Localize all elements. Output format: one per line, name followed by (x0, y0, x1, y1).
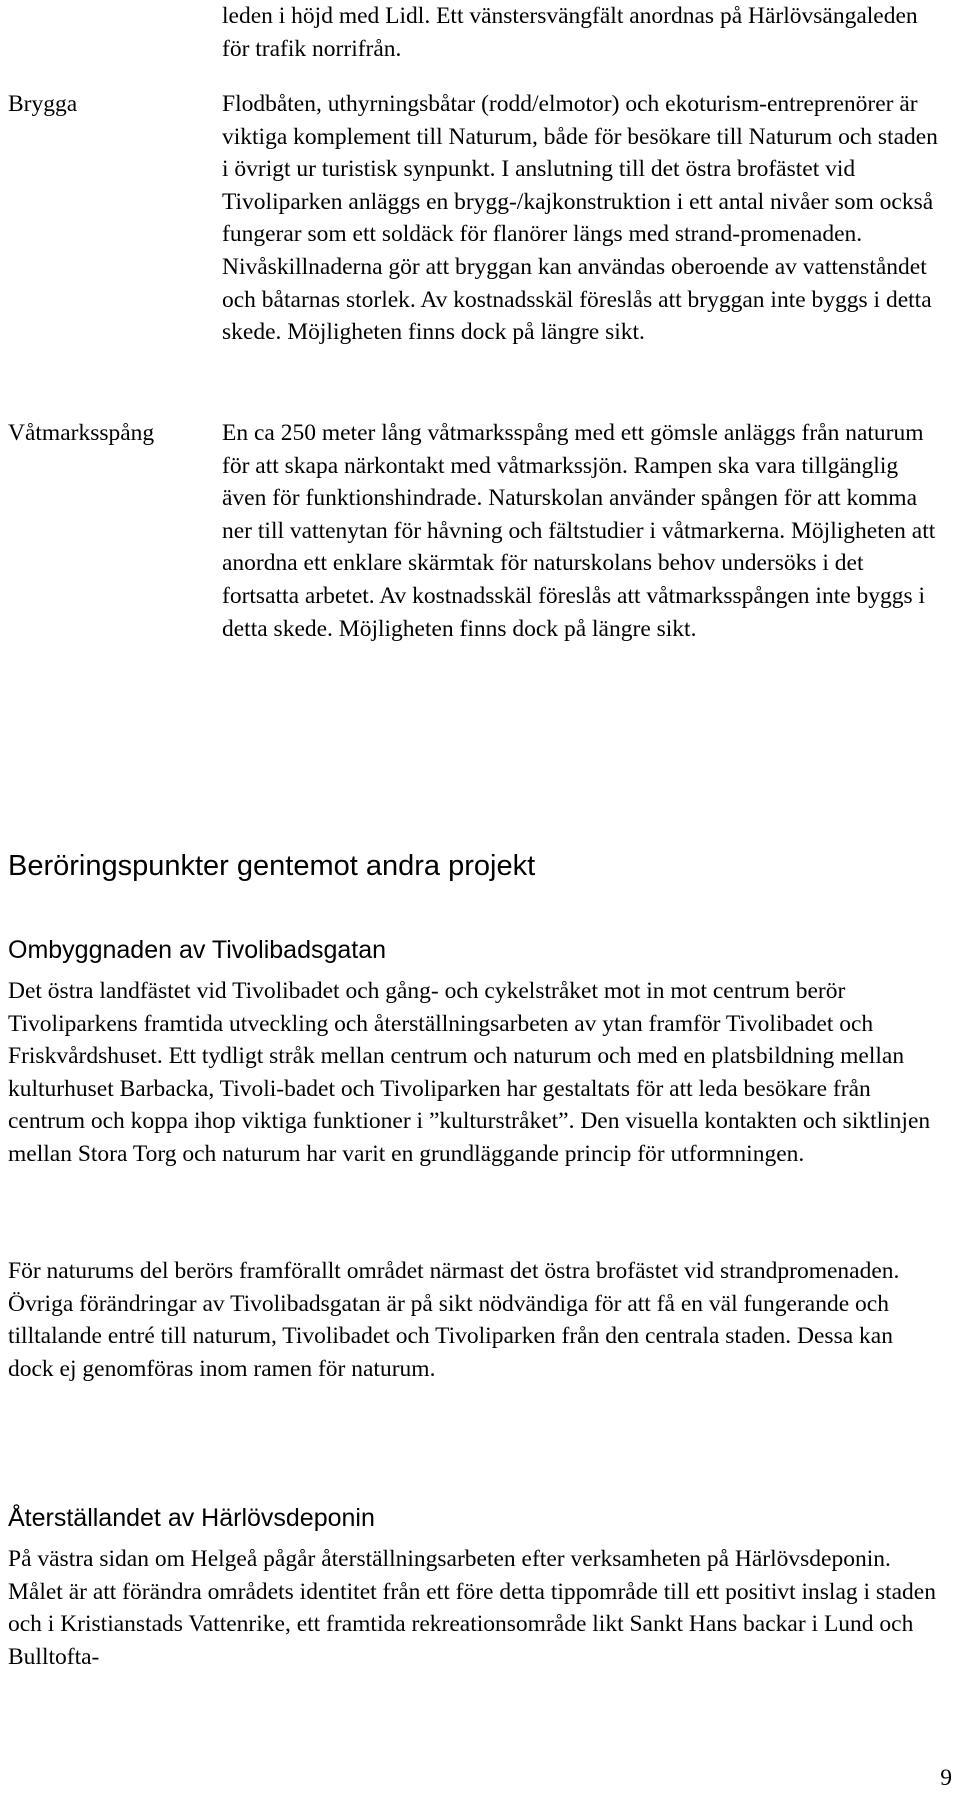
section-heading: Beröringspunkter gentemot andra projekt (8, 850, 536, 882)
subsection-heading-tivolibadsgatan: Ombyggnaden av Tivolibadsgatan (8, 936, 387, 964)
definition-text: Flodbåten, uthyrningsbåtar (rodd/elmotor) och ekoturism-entreprenörer är viktiga komplement till Naturum, både för besökare till Naturum och staden i övrigt ur turistisk synpunkt. I anslutning till det östra brofästet vid Tivoliparken anläggs en brygg-/kajkonstruktion i ett antal nivåer som också fungerar som ett soldäck för flanörer längs med strand-promenaden. Nivåskillnaderna gör att bryggan kan användas oberoende av vattenståndet och båtarnas storlek. Av kostnadsskäl föreslås att bryggan inte byggs i detta skede. Möjligheten finns dock på längre sikt. (222, 91, 938, 346)
continuation-text: leden i höjd med Lidl. Ett vänstersvängfält anordnas på Härlövsängaleden för trafik norrifrån. (222, 3, 918, 62)
definition-term: Våtmarksspång (8, 420, 155, 446)
definition-term: Brygga (8, 91, 78, 117)
paragraph: Det östra landfästet vid Tivolibadet och gång- och cykelstråket mot in mot centrum berör Tivoliparkens framtida utveckling och återställningsarbeten av ytan framför Tivolibadet och Friskvårdshuset. Ett tydligt stråk mellan centrum och naturum och med en platsbildning mellan kulturhuset Barbacka, Tivoli-badet och Tivoliparken har gestaltats för att leda besökare från centrum och koppa ihop viktiga funktioner i ”kulturstråket”. Den visuella kontakten och siktlinjen mellan Stora Torg och naturum har varit en grundläggande princip för utformningen. (8, 978, 931, 1167)
definition-text: En ca 250 meter lång våtmarksspång med ett gömsle anläggs från naturum för att skapa närkontakt med våtmarkssjön. Rampen ska vara tillgänglig även för funktionshindrade. Naturskolan använder spången för att komma ner till vattenytan för håvning och fältstudier i våtmarkerna. Möjligheten att anordna ett enklare skärmtak för naturskolans behov undersöks i det fortsatta arbetet. Av kostnadsskäl föreslås att våtmarksspången inte byggs i detta skede. Möjligheten finns dock på längre sikt. (222, 420, 936, 642)
page-number: 9 (940, 1765, 952, 1791)
paragraph: För naturums del berörs framförallt området närmast det östra brofästet vid strandpromenaden. Övriga förändringar av Tivolibadsgatan är på sikt nödvändiga för att få en väl fungerande och tilltalande entré till naturum, Tivolibadet och Tivoliparken från den centrala staden. Dessa kan dock ej genomföras inom ramen för naturum. (8, 1258, 900, 1382)
paragraph: På västra sidan om Helgeå pågår återställningsarbeten efter verksamheten på Härlövsdeponin. Målet är att förändra områdets identitet från ett före detta tippområde till ett positivt inslag i staden och i Kristianstads Vattenrike, ett framtida rekreationsområde likt Sankt Hans backar i Lund och Bulltofta- (8, 1546, 936, 1670)
subsection-heading-harlovsdeponin: Återställandet av Härlövsdeponin (8, 1504, 375, 1532)
